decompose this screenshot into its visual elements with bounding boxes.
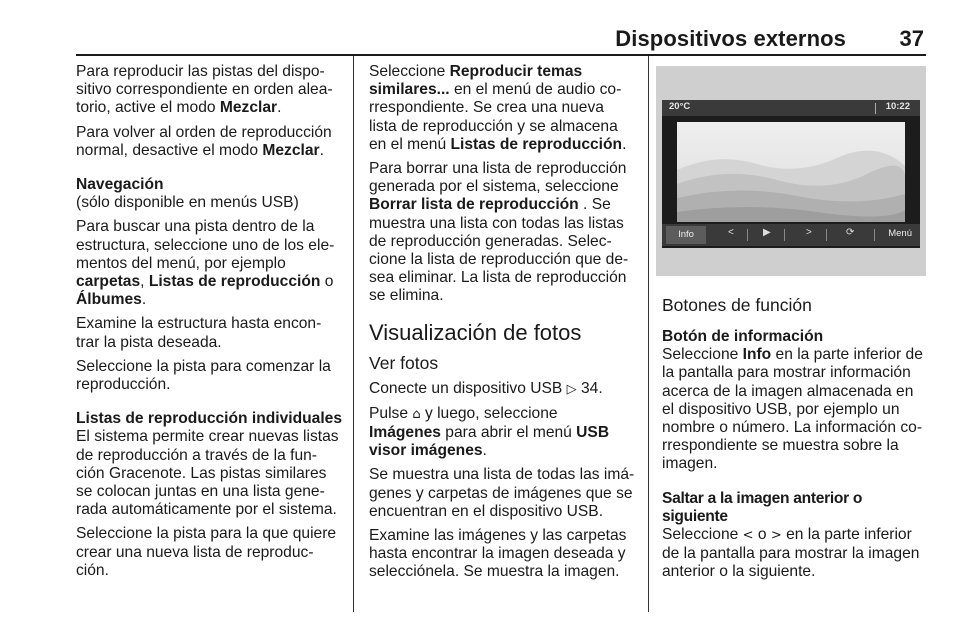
column-divider bbox=[353, 56, 354, 612]
info-button[interactable]: Info bbox=[666, 226, 706, 244]
paragraph: Para buscar una pista dentro de la estructura, seleccione uno de los ele- mentos del menú, por ejemplo carpetas, Listas de reproducción o Álbumes. bbox=[76, 218, 335, 309]
paragraph: Examine la estructura hasta encon- trar la pista deseada. bbox=[76, 315, 322, 351]
home-icon: ⌂ bbox=[412, 406, 421, 422]
status-bar bbox=[662, 100, 920, 116]
paragraph: (sólo disponible en menús USB) bbox=[76, 194, 299, 212]
status-divider bbox=[875, 103, 876, 114]
paragraph: Seleccione < o > en la parte inferior de la pantalla para mostrar la imagen anterior o la siguiente. bbox=[662, 526, 920, 581]
paragraph: Pulse ⌂ y luego, seleccione Imágenes para abrir el menú USB visor imágenes. bbox=[369, 404, 610, 460]
subsection-title: Ver fotos bbox=[369, 352, 439, 373]
clock-readout: 10:22 bbox=[885, 101, 910, 112]
page-title: Dispositivos externos bbox=[615, 26, 846, 51]
paragraph: Para volver al orden de reproducción normal, desactive el modo Mezclar. bbox=[76, 123, 332, 159]
previous-arrow-icon: < bbox=[742, 528, 754, 544]
paragraph: Para borrar una lista de reproducción generada por el sistema, seleccione Borrar lista de reproducción . Se muestra una lista con todas las listas de reproducción generadas. Selec- cione la lista de reproducción que de- sea eliminar. La lista de reproducción se elimina. bbox=[369, 160, 629, 305]
section-heading: Botón de información bbox=[662, 328, 824, 345]
page-reference-icon: ▷ bbox=[566, 381, 577, 397]
next-arrow-icon: > bbox=[770, 528, 782, 544]
paragraph: Para reproducir las pistas del dispo- sitivo correspondiente en orden alea- torio, active el modo Mezclar. bbox=[76, 63, 333, 117]
bar-divider bbox=[874, 229, 875, 241]
photo-viewer-screenshot bbox=[656, 66, 926, 276]
subsection-title: Botones de función bbox=[662, 295, 812, 315]
bar-divider bbox=[826, 229, 827, 241]
paragraph: Seleccione Reproducir temas similares... en el menú de audio co- rrespondiente. Se crea una nueva lista de reproducción y se almacena en el menú Listas de reproducción. bbox=[369, 63, 627, 153]
page-number: 37 bbox=[899, 26, 924, 51]
play-icon[interactable]: ▶ bbox=[763, 227, 771, 238]
paragraph: Seleccione la pista para comenzar la reproducción. bbox=[76, 357, 331, 394]
column-divider bbox=[648, 56, 649, 612]
bar-divider bbox=[747, 229, 748, 241]
previous-image-icon[interactable]: < bbox=[728, 227, 734, 238]
header-rule bbox=[76, 54, 926, 56]
paragraph: El sistema permite crear nuevas listas de reproducción a través de la fun- ción Gracenote. Las pistas similares se colocan juntas en una lista gene- rada automáticamente por el sistema. bbox=[76, 428, 339, 519]
page-header bbox=[0, 20, 924, 54]
column-2 bbox=[369, 63, 637, 588]
paragraph: Seleccione la pista para la que quiere crear una nueva lista de reproduc- ción. bbox=[76, 525, 337, 579]
paragraph: Conecte un dispositivo USB ▷ 34. bbox=[369, 379, 603, 397]
menu-button[interactable]: Menú bbox=[888, 228, 912, 239]
temperature-readout: 20°C bbox=[669, 101, 691, 112]
column-1 bbox=[76, 63, 344, 586]
section-title: Visualización de fotos bbox=[369, 319, 582, 345]
paragraph: Seleccione Info en la parte inferior de la pantalla para mostrar información acerca de la imagen almacenada en el dispositivo USB, por ejemplo un nombre o número. La información co- rrespondiente se muestra sobre la imagen. bbox=[662, 346, 923, 473]
next-image-icon[interactable]: > bbox=[806, 227, 812, 238]
rotate-icon[interactable]: ⟳ bbox=[846, 227, 855, 238]
displayed-image bbox=[677, 122, 905, 222]
bar-divider bbox=[784, 229, 785, 241]
section-heading: Saltar a la imagen anterior o siguiente bbox=[662, 489, 863, 525]
mountain-landscape-image bbox=[677, 122, 905, 222]
column-3 bbox=[662, 294, 928, 588]
section-heading: Listas de reproducción individuales bbox=[76, 410, 343, 428]
section-heading: Navegación bbox=[76, 176, 164, 194]
paragraph: Se muestra una lista de todas las imá- genes y carpetas de imágenes que se encuentran en el dispositivo USB. bbox=[369, 466, 635, 520]
paragraph: Examine las imágenes y las carpetas hasta encontrar la imagen deseada y selecciónela. Se muestra la imagen. bbox=[369, 527, 627, 581]
